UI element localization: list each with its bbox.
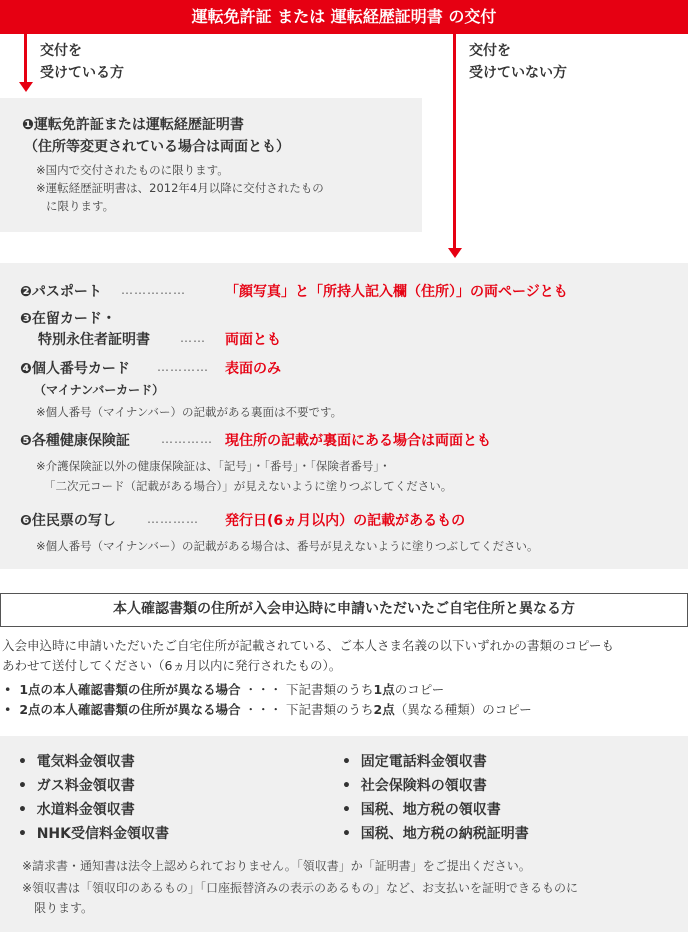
resident-record-note: ※個人番号（マイナンバー）の記載がある場合は、番号が見えないように塗りつぶしてください。 xyxy=(36,539,539,553)
license-note-history-line1: ※運転経歴証明書は、2012年4月以降に交付されたもの xyxy=(36,181,324,195)
document-item: • 水道料金領収書 xyxy=(18,802,135,818)
health-insurance-leader-dots: ………… xyxy=(161,432,213,446)
my-number-card-requirement: 表面のみ xyxy=(225,361,281,377)
documents-note-receipt-line1: ※領収書は「領収印のあるもの」「口座振替済みの表示のあるもの」など、お支払いを証明できるものに xyxy=(22,881,579,895)
my-number-card-title: ❹個人番号カード xyxy=(20,361,130,377)
resident-record-requirement: 発行日(6ヵ月以内）の記載があるもの xyxy=(225,513,466,529)
right-flow-line xyxy=(453,34,456,248)
address-section-title: 本人確認書類の住所が入会申込時に申請いただいたご自宅住所と異なる方 xyxy=(0,593,688,627)
left-branch-label-line1: 交付を xyxy=(40,43,82,59)
page-title-banner: 運転免許証 または 運転経歴証明書 の交付 xyxy=(0,0,688,34)
bullet-one-rest: ・・・ 下記書類のうち xyxy=(244,682,374,697)
left-branch-label-line2: 受けている方 xyxy=(40,65,124,81)
resident-record-title: ❻住民票の写し xyxy=(20,513,116,529)
residence-card-title: ❸在留カード・ xyxy=(20,311,116,327)
health-insurance-note-line2: 「二次元コード（記載がある場合）」が見えないように塗りつぶしてください。 xyxy=(44,479,453,493)
left-branch-label xyxy=(40,40,124,84)
passport-requirement: 「顔写真」と「所持人記入欄（住所）」の両ページとも xyxy=(225,284,568,300)
bullet-one-condition: 1点の本人確認書類の住所が異なる場合 xyxy=(19,682,241,697)
right-branch-label xyxy=(469,40,567,84)
license-box-subtitle: （住所等変更されている場合は両面とも） xyxy=(24,139,290,155)
left-flow-line xyxy=(24,34,27,82)
license-note-history-line2: に限ります。 xyxy=(46,199,115,213)
documents-left-list xyxy=(18,752,169,848)
bullet-one-tail: のコピー xyxy=(394,682,445,697)
bullet-dot: • xyxy=(4,702,20,717)
right-branch-label-line2: 受けていない方 xyxy=(469,65,567,81)
residence-card-leader-dots: …… xyxy=(180,331,206,345)
document-item: • 固定電話料金領収書 xyxy=(342,754,487,770)
address-bullet-one xyxy=(4,680,444,700)
left-flow-arrowhead xyxy=(19,82,33,92)
documents-box xyxy=(0,736,688,932)
document-item: • 社会保険料の領収書 xyxy=(342,778,487,794)
bullet-one-count: 1点 xyxy=(373,682,395,697)
documents-right-list xyxy=(342,752,529,848)
license-box-title: ❶運転免許証または運転経歴証明書 xyxy=(22,117,244,133)
address-paragraph-line1: 入会申込時に申請いただいたご自宅住所が記載されている、ご本人さま名義の以下いずれかの書類のコピーも xyxy=(2,638,615,653)
resident-record-leader-dots: ………… xyxy=(147,512,199,526)
document-item: • 電気料金領収書 xyxy=(18,754,135,770)
bullet-two-rest: ・・・ 下記書類のうち xyxy=(244,702,374,717)
bullet-two-tail: （異なる種類）のコピー xyxy=(394,702,532,717)
document-item: • 国税、地方税の納税証明書 xyxy=(342,826,529,842)
bullet-two-condition: 2点の本人確認書類の住所が異なる場合 xyxy=(19,702,241,717)
my-number-card-subtitle: （マイナンバーカード） xyxy=(34,383,165,397)
right-flow-arrowhead xyxy=(448,248,462,258)
document-item: • ガス料金領収書 xyxy=(18,778,135,794)
passport-leader-dots: …………… xyxy=(121,283,186,297)
residence-card-requirement: 両面とも xyxy=(225,332,281,348)
address-paragraph-line2: あわせて送付してください（6ヵ月以内に発行されたもの）。 xyxy=(2,658,342,673)
my-number-card-leader-dots: ………… xyxy=(157,360,209,374)
passport-title: ❷パスポート xyxy=(20,284,102,300)
right-branch-label-line1: 交付を xyxy=(469,43,511,59)
address-section-paragraph xyxy=(2,636,688,676)
bullet-two-count: 2点 xyxy=(373,702,395,717)
other-id-box xyxy=(0,263,688,569)
bullet-dot: • xyxy=(4,682,20,697)
residence-card-title-line2: 特別永住者証明書 xyxy=(38,332,150,348)
license-box xyxy=(0,98,422,232)
health-insurance-requirement: 現住所の記載が裏面にある場合は両面とも xyxy=(225,433,491,449)
documents-note-invoice: ※請求書・通知書は法令上認められておりません。「領収書」か「証明書」をご提出ください。 xyxy=(22,859,531,873)
my-number-card-note: ※個人番号（マイナンバー）の記載がある裏面は不要です。 xyxy=(36,405,343,419)
license-note-domestic: ※国内で交付されたものに限ります。 xyxy=(36,163,229,177)
health-insurance-note-line1: ※介護保険証以外の健康保険証は、「記号」・「番号」・「保険者番号」・ xyxy=(36,459,391,473)
address-bullet-two xyxy=(4,700,532,720)
document-item: • NHK受信料金領収書 xyxy=(18,826,169,842)
document-item: • 国税、地方税の領収書 xyxy=(342,802,501,818)
health-insurance-title: ❺各種健康保険証 xyxy=(20,433,130,449)
documents-note-receipt-line2: 限ります。 xyxy=(34,901,94,915)
